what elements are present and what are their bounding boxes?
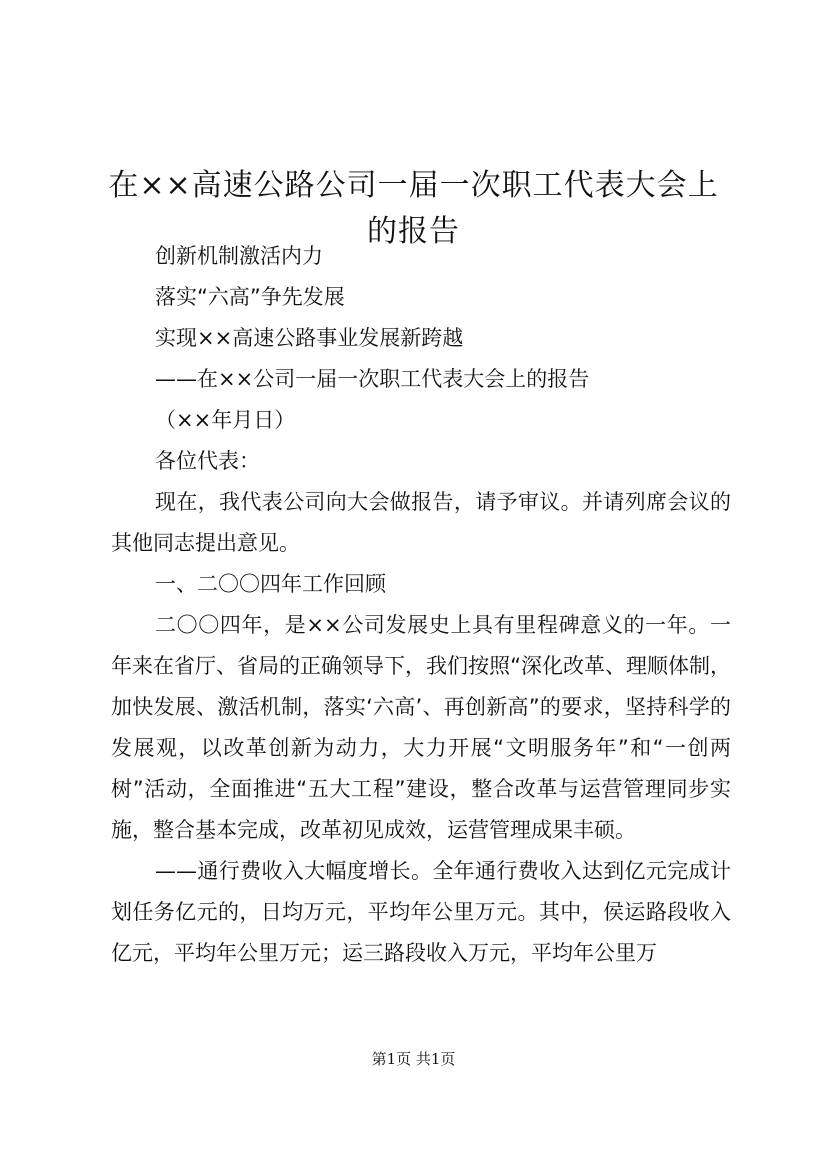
document-body <box>111 236 731 974</box>
subtitle-line-1: 创新机制激活内力 <box>155 244 323 268</box>
revenue-paragraph: ——通行费收入大幅度增长。全年通行费收入达到亿元完成计划任务亿元的，日均万元，平均年公里万元。其中，侯运路段收入亿元，平均年公里万元；运三路段收入万元，平均年公里万 <box>111 859 731 965</box>
section-heading: 一、二〇〇四年工作回顾 <box>155 572 386 596</box>
review-paragraph: 二〇〇四年，是××公司发展史上具有里程碑意义的一年。一年来在省厅、省局的正确领导下，我们按照“深化改革、理顺体制，加快发展、激活机制，落实‘六高’、再创新高”的要求，坚持科学的发展观，以改革创新为动力，大力开展“文明服务年”和“一创两树”活动，全面推进“五大工程”建设，整合改革与运营管理同步实施，整合基本完成，改革初见成效，运营管理成果丰硕。 <box>111 613 731 842</box>
page-footer: 第1页 共1页 <box>371 1050 456 1068</box>
subtitle-line-2: 落实“六高”争先发展 <box>155 285 345 309</box>
title-line-1: 在××高速公路公司一届一次职工代表大会上 <box>108 168 719 204</box>
report-occasion: ——在××公司一届一次职工代表大会上的报告 <box>155 367 590 391</box>
salutation: 各位代表： <box>155 449 260 473</box>
intro-paragraph: 现在，我代表公司向大会做报告，请予审议。并请列席会议的其他同志提出意见。 <box>111 490 731 555</box>
subtitle-line-3: 实现××高速公路事业发展新跨越 <box>155 326 464 350</box>
title-line-2: 的报告 <box>367 214 460 250</box>
report-date: （××年月日） <box>155 408 296 432</box>
